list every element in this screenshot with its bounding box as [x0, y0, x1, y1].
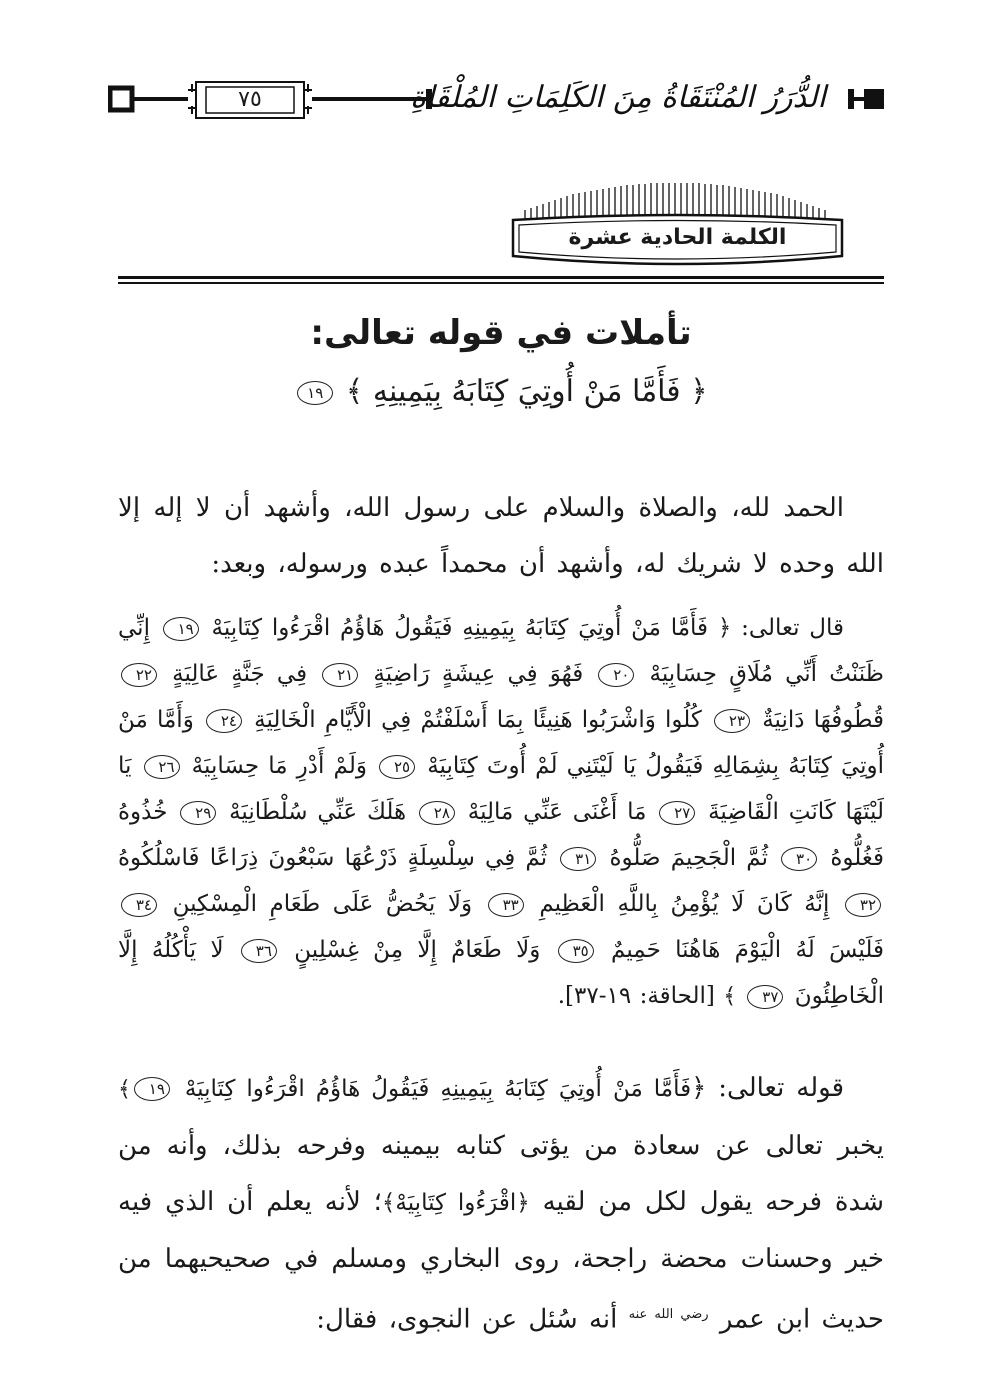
intro-text: الحمد لله، والصلاة والسلام على رسول الله، وأشهد أن لا إله إلا الله وحده لا شريك له، وأشهد أن محمداً عبده ورسوله، وبعد: — [118, 493, 884, 579]
ayat-list — [118, 615, 884, 1009]
ayah-text: فَهُوَ فِي عِيشَةٍ رَاضِيَةٍ — [373, 661, 584, 687]
commentary-text-1: يخبر تعالى عن سعادة من يؤتى كتابه بيمينه وفرحه بذلك، وأنه من شدة فرحه يقول لكل من لقيه — [118, 1131, 884, 1217]
ayah-text: قُطُوفُهَا دَانِيَةٌ — [762, 707, 884, 733]
ayah-text: وَلَمْ أَدْرِ مَا حِسَابِيَهْ — [191, 753, 367, 779]
ayah-number-marker: ٢٨ — [419, 801, 455, 825]
ayah-text: خُذُوهُ فَغُلُّوهُ — [118, 799, 884, 871]
ayah-text: فَأَمَّا مَنْ أُوتِيَ كِتَابَهُ بِيَمِينِهِ فَيَقُولُ هَاؤُمُ اقْرَءُوا كِتَابِيَهْ — [211, 615, 709, 641]
commentary-paragraph — [118, 1060, 884, 1348]
ayah-text: إِنَّهُ كَانَ لَا يُؤْمِنُ بِاللَّهِ الْعَظِيمِ — [539, 891, 830, 917]
ayah-number-marker: ١٩ — [297, 381, 333, 405]
ayah-number-marker: ٢٩ — [180, 801, 216, 825]
ayah-text: لَا يَأْكُلُهُ إِلَّا الْخَاطِئُونَ — [118, 937, 884, 1009]
ayah-text: يَا لَيْتَهَا كَانَتِ الْقَاضِيَةَ — [118, 753, 884, 825]
verses-lead: قال تعالى: ﴿ — [717, 615, 845, 641]
ayah-text: هَلَكَ عَنِّي سُلْطَانِيَهْ — [229, 799, 407, 825]
ayah-number-marker: ٢٣ — [714, 709, 750, 733]
ayah-number-marker: ٣٠ — [781, 847, 817, 871]
page-number: ٧٥ — [238, 87, 262, 112]
ayah-text: كُلُوا وَاشْرَبُوا هَنِيئًا بِمَا أَسْلَفْتُمْ فِي الْأَيَّامِ الْخَالِيَةِ — [254, 707, 702, 733]
ayah-number-marker: ٣٣ — [488, 893, 524, 917]
commentary-quote: ﴿اقْرَءُوا كِتَابِيَهْ﴾ — [381, 1190, 530, 1216]
ayah-text: وَلَا طَعَامٌ إِلَّا مِنْ غِسْلِينٍ — [294, 937, 541, 963]
commentary-verse: فَأَمَّا مَنْ أُوتِيَ كِتَابَهُ بِيَمِينِهِ فَيَقُولُ هَاؤُمُ اقْرَءُوا كِتَابِيَهْ — [184, 1076, 692, 1102]
title-verse-text: ﴿ فَأَمَّا مَنْ أُوتِيَ كِتَابَهُ بِيَمِينِهِ ﴾ — [345, 374, 708, 409]
ayah-number-marker: ٣٢ — [845, 893, 881, 917]
ayah-text: فَلَيْسَ لَهُ الْيَوْمَ هَاهُنَا حَمِيمٌ — [611, 937, 884, 963]
ayah-number-marker: ٢٢ — [121, 663, 157, 687]
article-title: تأملات في قوله تعالى: — [310, 313, 692, 353]
ayah-number-marker: ٣٦ — [241, 939, 277, 963]
ayah-text: فِي جَنَّةٍ عَالِيَةٍ — [172, 661, 308, 687]
verses-citation: [الحاقة: ١٩-٣٧]. — [557, 983, 715, 1009]
ayah-number-marker: ٢٠ — [598, 663, 634, 687]
ayah-number-marker: ٢٦ — [144, 755, 180, 779]
book-title: الدُّرَرُ المُنْتَقَاةُ مِنَ الكَلِمَاتِ المُلْقَاةِ — [410, 80, 826, 115]
header-divider — [118, 276, 884, 285]
commentary-text-2: ؛ لأنه يعلم أن الذي فيه خير وحسنات محضة راجحة، روى البخاري ومسلم في صحيحيهما من حديث ابن عمر — [118, 1187, 884, 1335]
intro-paragraph — [118, 480, 884, 592]
ayah-number-marker: ٣٧ — [747, 985, 783, 1009]
title-verse — [118, 368, 884, 416]
commentary-close-bracket: ﴾ — [118, 1077, 131, 1102]
chapter-label: الكلمة الحادية عشرة — [568, 225, 787, 250]
verses-close-bracket: ﴾ — [723, 984, 737, 1009]
ayah-number-marker: ١٩ — [134, 1077, 170, 1101]
commentary-text-3: أنه سُئل عن النجوى، فقال: — [316, 1304, 629, 1335]
ayah-text: ثُمَّ الْجَحِيمَ صَلُّوهُ — [609, 845, 768, 871]
commentary-lead: قوله تعالى: ﴿ — [691, 1073, 844, 1103]
ayah-number-marker: ٣٥ — [558, 939, 594, 963]
ayah-text: إِنِّي ظَنَنْتُ أَنِّي مُلَاقٍ حِسَابِيَهْ — [118, 615, 884, 687]
ayah-number-marker: ٢١ — [322, 663, 358, 687]
ayah-number-marker: ٣١ — [560, 847, 596, 871]
chapter-badge — [505, 180, 850, 270]
ayah-text: مَا أَغْنَى عَنِّي مَالِيَهْ — [467, 799, 647, 825]
ayah-number-marker: ٢٥ — [379, 755, 415, 779]
ayah-text: وَلَا يَحُضُّ عَلَى طَعَامِ الْمِسْكِينِ — [172, 891, 473, 917]
honorific: رضي الله عنه — [628, 1307, 709, 1322]
ayah-text: ثُمَّ فِي سِلْسِلَةٍ ذَرْعُهَا سَبْعُونَ ذِرَاعًا فَاسْلُكُوهُ — [118, 845, 548, 871]
ayah-number-marker: ٣٤ — [121, 893, 157, 917]
running-header — [108, 70, 888, 130]
ayah-number-marker: ٢٧ — [659, 801, 695, 825]
verses-paragraph — [118, 605, 884, 1020]
ayah-number-marker: ١٩ — [163, 617, 199, 641]
ayah-text: وَأَمَّا مَنْ أُوتِيَ كِتَابَهُ بِشِمَالِهِ فَيَقُولُ يَا لَيْتَنِي لَمْ أُوتَ كِتَابِيَهْ — [118, 707, 885, 779]
ayah-number-marker: ٢٤ — [206, 709, 242, 733]
